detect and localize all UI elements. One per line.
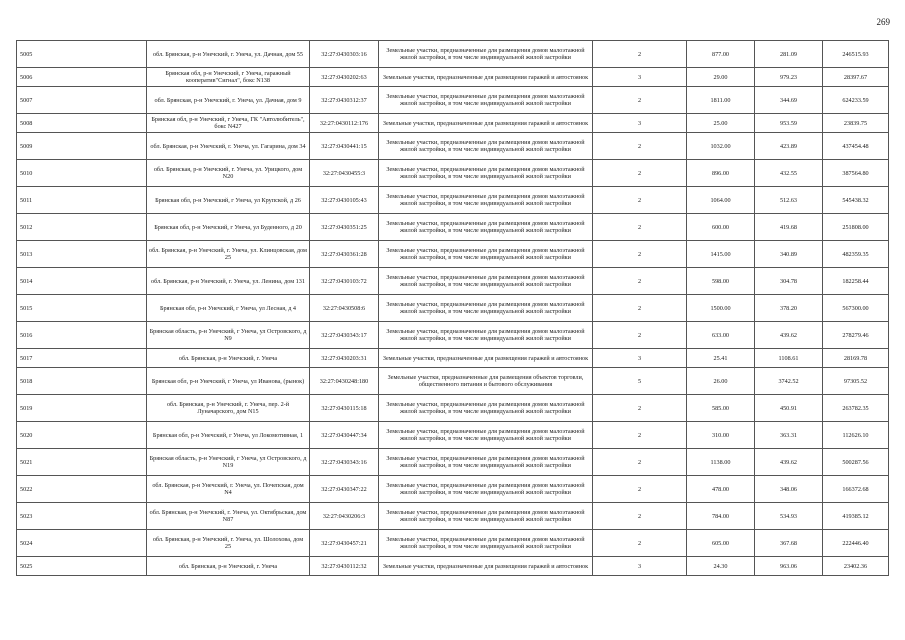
cadastral-value-cell: 482359.35: [823, 241, 889, 268]
cadastral-value-cell: 500287.56: [823, 449, 889, 476]
cadastral-value-cell: 28169.78: [823, 349, 889, 368]
row-number: 5009: [17, 133, 147, 160]
area-cell: 25.41: [687, 349, 755, 368]
cadastral-number-cell: 32:27:0430361:28: [310, 241, 379, 268]
address-cell: обл. Брянская, р-н Унечский, г. Унеча, ул. Гагарина, дом 34: [147, 133, 310, 160]
land-use-cell: Земельные участки, предназначенные для размещения домов малоэтажной жилой застройки, в том числе индивидуальной жилой застройки: [379, 133, 593, 160]
group-cell: 2: [593, 187, 687, 214]
cadastral-value-cell: 419385.12: [823, 503, 889, 530]
area-cell: 1500.00: [687, 295, 755, 322]
area-cell: 877.00: [687, 41, 755, 68]
table-row: [17, 87, 889, 114]
cadastral-number-cell: 32:27:0430105:43: [310, 187, 379, 214]
specific-value-cell: 367.68: [755, 530, 823, 557]
cadastral-number-cell: 32:27:0430202:63: [310, 68, 379, 87]
row-number: 5012: [17, 214, 147, 241]
cadastral-value-cell: 278279.46: [823, 322, 889, 349]
group-cell: 2: [593, 295, 687, 322]
cadastral-value-cell: 28397.67: [823, 68, 889, 87]
address-cell: Брянская обл, р-н Унечский, г Унеча, ул Буденного, д 20: [147, 214, 310, 241]
row-number: 5022: [17, 476, 147, 503]
row-number: 5021: [17, 449, 147, 476]
cadastral-number-cell: 32:27:0430312:37: [310, 87, 379, 114]
land-use-cell: Земельные участки, предназначенные для размещения домов малоэтажной жилой застройки, в том числе индивидуальной жилой застройки: [379, 214, 593, 241]
group-cell: 2: [593, 449, 687, 476]
address-cell: Брянская область, р-н Унечский, г Унеча, ул Островского, д N9: [147, 322, 310, 349]
table-row: [17, 187, 889, 214]
page-number: 269: [876, 17, 890, 27]
cadastral-number-cell: 32:27:0430112:176: [310, 114, 379, 133]
table-row: [17, 114, 889, 133]
table-row: [17, 449, 889, 476]
address-cell: Брянская область, р-н Унечский, г Унеча, ул Островского, д N19: [147, 449, 310, 476]
address-cell: Брянская обл, р-н Унечский, г Унеча, ГК "Автолюбитель", бокс N427: [147, 114, 310, 133]
specific-value-cell: 281.09: [755, 41, 823, 68]
cadastral-value-cell: 23839.75: [823, 114, 889, 133]
specific-value-cell: 512.63: [755, 187, 823, 214]
cadastral-value-cell: 246515.93: [823, 41, 889, 68]
cadastral-number-cell: 32:27:0430457:21: [310, 530, 379, 557]
area-cell: 1415.00: [687, 241, 755, 268]
specific-value-cell: 344.69: [755, 87, 823, 114]
cadastral-value-cell: 112626.10: [823, 422, 889, 449]
area-cell: 633.00: [687, 322, 755, 349]
address-cell: обл. Брянская, р-н Унечский, г. Унеча, ул. Почепская, дом N4: [147, 476, 310, 503]
group-cell: 2: [593, 422, 687, 449]
row-number: 5011: [17, 187, 147, 214]
cadastral-value-cell: 23402.36: [823, 557, 889, 576]
cadastral-value-table: [16, 40, 889, 576]
cadastral-number-cell: 32:27:0430206:3: [310, 503, 379, 530]
table-row: [17, 295, 889, 322]
specific-value-cell: 1108.61: [755, 349, 823, 368]
area-cell: 29.00: [687, 68, 755, 87]
address-cell: Брянская обл, р-н Унечский, г Унеча, гаражный кооператив"Сигнал", бокс N138: [147, 68, 310, 87]
cadastral-number-cell: 32:27:0430103:72: [310, 268, 379, 295]
group-cell: 2: [593, 41, 687, 68]
cadastral-number-cell: 32:27:0430351:25: [310, 214, 379, 241]
group-cell: 3: [593, 68, 687, 87]
table-row: [17, 557, 889, 576]
address-cell: Брянская обл, р-н Унечский, г Унеча, ул Иванова, (рынок): [147, 368, 310, 395]
group-cell: 2: [593, 395, 687, 422]
specific-value-cell: 423.89: [755, 133, 823, 160]
area-cell: 784.00: [687, 503, 755, 530]
specific-value-cell: 340.89: [755, 241, 823, 268]
address-cell: обл. Брянская, р-н Унечский, г. Унеча, ул. Октябрьская, дом N87: [147, 503, 310, 530]
address-cell: Брянская обл, р-н Унечский, г Унеча, ул Крупской, д 26: [147, 187, 310, 214]
area-cell: 1064.00: [687, 187, 755, 214]
land-use-cell: Земельные участки, предназначенные для размещения объектов торговли, общественного питания и бытового обслуживания: [379, 368, 593, 395]
group-cell: 2: [593, 503, 687, 530]
cadastral-number-cell: 32:27:0430343:17: [310, 322, 379, 349]
address-cell: обл. Брянская, р-н Унечский, г. Унеча, ул. Урицкого, дом N20: [147, 160, 310, 187]
address-cell: обл. Брянская, р-н Унечский, г. Унеча: [147, 349, 310, 368]
table-row: [17, 503, 889, 530]
cadastral-value-cell: 263782.35: [823, 395, 889, 422]
land-use-cell: Земельные участки, предназначенные для размещения гаражей и автостоянок: [379, 68, 593, 87]
address-cell: обл. Брянская, р-н Унечский, г. Унеча, ул. Шолохова, дом 25: [147, 530, 310, 557]
land-use-cell: Земельные участки, предназначенные для размещения домов малоэтажной жилой застройки, в том числе индивидуальной жилой застройки: [379, 530, 593, 557]
group-cell: 2: [593, 530, 687, 557]
area-cell: 310.00: [687, 422, 755, 449]
specific-value-cell: 963.06: [755, 557, 823, 576]
specific-value-cell: 450.91: [755, 395, 823, 422]
area-cell: 26.00: [687, 368, 755, 395]
cadastral-number-cell: 32:27:0430508:6: [310, 295, 379, 322]
cadastral-number-cell: 32:27:0430115:18: [310, 395, 379, 422]
specific-value-cell: 953.59: [755, 114, 823, 133]
address-cell: обл. Брянская, р-н Унечский, г. Унеча, пер. 2-й Луначарского, дом N15: [147, 395, 310, 422]
area-cell: 600.00: [687, 214, 755, 241]
row-number: 5007: [17, 87, 147, 114]
group-cell: 2: [593, 87, 687, 114]
group-cell: 2: [593, 268, 687, 295]
area-cell: 478.00: [687, 476, 755, 503]
row-number: 5017: [17, 349, 147, 368]
cadastral-value-cell: 97305.52: [823, 368, 889, 395]
table-row: [17, 530, 889, 557]
land-use-cell: Земельные участки, предназначенные для размещения домов малоэтажной жилой застройки, в том числе индивидуальной жилой застройки: [379, 295, 593, 322]
group-cell: 2: [593, 322, 687, 349]
address-cell: Брянская обл, р-н Унечский, г Унеча, ул Локомотивная, 1: [147, 422, 310, 449]
area-cell: 896.00: [687, 160, 755, 187]
row-number: 5020: [17, 422, 147, 449]
table-row: [17, 368, 889, 395]
address-cell: обл. Брянская, р-н Унечский, г. Унеча, ул. Дачная, дом 9: [147, 87, 310, 114]
group-cell: 3: [593, 557, 687, 576]
row-number: 5014: [17, 268, 147, 295]
specific-value-cell: 432.55: [755, 160, 823, 187]
land-use-cell: Земельные участки, предназначенные для размещения домов малоэтажной жилой застройки, в том числе индивидуальной жилой застройки: [379, 422, 593, 449]
land-use-cell: Земельные участки, предназначенные для размещения домов малоэтажной жилой застройки, в том числе индивидуальной жилой застройки: [379, 395, 593, 422]
table-row: [17, 322, 889, 349]
land-use-cell: Земельные участки, предназначенные для размещения домов малоэтажной жилой застройки, в том числе индивидуальной жилой застройки: [379, 503, 593, 530]
group-cell: 3: [593, 349, 687, 368]
table-row: [17, 160, 889, 187]
land-use-cell: Земельные участки, предназначенные для размещения домов малоэтажной жилой застройки, в том числе индивидуальной жилой застройки: [379, 322, 593, 349]
area-cell: 598.00: [687, 268, 755, 295]
table-row: [17, 476, 889, 503]
land-use-cell: Земельные участки, предназначенные для размещения домов малоэтажной жилой застройки, в том числе индивидуальной жилой застройки: [379, 87, 593, 114]
cadastral-value-cell: 437454.48: [823, 133, 889, 160]
area-cell: 605.00: [687, 530, 755, 557]
row-number: 5013: [17, 241, 147, 268]
table-row: [17, 241, 889, 268]
area-cell: 1138.00: [687, 449, 755, 476]
land-use-cell: Земельные участки, предназначенные для размещения домов малоэтажной жилой застройки, в том числе индивидуальной жилой застройки: [379, 41, 593, 68]
land-use-cell: Земельные участки, предназначенные для размещения домов малоэтажной жилой застройки, в том числе индивидуальной жилой застройки: [379, 160, 593, 187]
cadastral-number-cell: 32:27:0430112:32: [310, 557, 379, 576]
specific-value-cell: 439.62: [755, 322, 823, 349]
group-cell: 3: [593, 114, 687, 133]
table-body: [17, 41, 889, 576]
group-cell: 2: [593, 133, 687, 160]
cadastral-value-cell: 182258.44: [823, 268, 889, 295]
row-number: 5015: [17, 295, 147, 322]
address-cell: обл. Брянская, р-н Унечский, г. Унеча, ул. Дачная, дом 55: [147, 41, 310, 68]
specific-value-cell: 979.23: [755, 68, 823, 87]
area-cell: 585.00: [687, 395, 755, 422]
land-use-cell: Земельные участки, предназначенные для размещения гаражей и автостоянок: [379, 557, 593, 576]
group-cell: 2: [593, 476, 687, 503]
row-number: 5005: [17, 41, 147, 68]
group-cell: 2: [593, 214, 687, 241]
specific-value-cell: 439.62: [755, 449, 823, 476]
group-cell: 2: [593, 160, 687, 187]
land-use-cell: Земельные участки, предназначенные для размещения домов малоэтажной жилой застройки, в том числе индивидуальной жилой застройки: [379, 187, 593, 214]
specific-value-cell: 378.20: [755, 295, 823, 322]
table-row: [17, 422, 889, 449]
table-row: [17, 349, 889, 368]
table-row: [17, 214, 889, 241]
cadastral-number-cell: 32:27:0430455:3: [310, 160, 379, 187]
group-cell: 2: [593, 241, 687, 268]
cadastral-value-cell: 222446.40: [823, 530, 889, 557]
land-use-cell: Земельные участки, предназначенные для размещения гаражей и автостоянок: [379, 349, 593, 368]
row-number: 5019: [17, 395, 147, 422]
table-row: [17, 133, 889, 160]
row-number: 5008: [17, 114, 147, 133]
row-number: 5006: [17, 68, 147, 87]
row-number: 5024: [17, 530, 147, 557]
specific-value-cell: 534.93: [755, 503, 823, 530]
address-cell: обл. Брянская, р-н Унечский, г. Унеча, ул. Клинцовская, дом 25: [147, 241, 310, 268]
cadastral-number-cell: 32:27:0430248:180: [310, 368, 379, 395]
group-cell: 5: [593, 368, 687, 395]
specific-value-cell: 419.68: [755, 214, 823, 241]
row-number: 5025: [17, 557, 147, 576]
table-row: [17, 41, 889, 68]
cadastral-number-cell: 32:27:0430343:16: [310, 449, 379, 476]
cadastral-value-cell: 251808.00: [823, 214, 889, 241]
land-use-cell: Земельные участки, предназначенные для размещения домов малоэтажной жилой застройки, в том числе индивидуальной жилой застройки: [379, 241, 593, 268]
row-number: 5023: [17, 503, 147, 530]
cadastral-number-cell: 32:27:0430347:22: [310, 476, 379, 503]
cadastral-number-cell: 32:27:0430203:31: [310, 349, 379, 368]
area-cell: 1032.00: [687, 133, 755, 160]
cadastral-number-cell: 32:27:0430303:16: [310, 41, 379, 68]
cadastral-value-cell: 624233.59: [823, 87, 889, 114]
table-row: [17, 68, 889, 87]
specific-value-cell: 304.78: [755, 268, 823, 295]
specific-value-cell: 3742.52: [755, 368, 823, 395]
table-row: [17, 268, 889, 295]
table-row: [17, 395, 889, 422]
address-cell: обл. Брянская, р-н Унечский, г. Унеча: [147, 557, 310, 576]
cadastral-number-cell: 32:27:0430441:15: [310, 133, 379, 160]
land-use-cell: Земельные участки, предназначенные для размещения домов малоэтажной жилой застройки, в том числе индивидуальной жилой застройки: [379, 476, 593, 503]
cadastral-value-cell: 545438.32: [823, 187, 889, 214]
land-use-cell: Земельные участки, предназначенные для размещения домов малоэтажной жилой застройки, в том числе индивидуальной жилой застройки: [379, 268, 593, 295]
row-number: 5018: [17, 368, 147, 395]
address-cell: Брянская обл, р-н Унечский, г Унеча, ул Лесная, д 4: [147, 295, 310, 322]
row-number: 5016: [17, 322, 147, 349]
area-cell: 25.00: [687, 114, 755, 133]
specific-value-cell: 348.06: [755, 476, 823, 503]
cadastral-value-cell: 567300.00: [823, 295, 889, 322]
cadastral-value-cell: 387564.80: [823, 160, 889, 187]
area-cell: 24.30: [687, 557, 755, 576]
area-cell: 1811.00: [687, 87, 755, 114]
specific-value-cell: 363.31: [755, 422, 823, 449]
row-number: 5010: [17, 160, 147, 187]
cadastral-value-cell: 166372.68: [823, 476, 889, 503]
address-cell: обл. Брянская, р-н Унечский, г. Унеча, ул. Ленина, дом 131: [147, 268, 310, 295]
cadastral-number-cell: 32:27:0430447:34: [310, 422, 379, 449]
land-use-cell: Земельные участки, предназначенные для размещения гаражей и автостоянок: [379, 114, 593, 133]
land-use-cell: Земельные участки, предназначенные для размещения домов малоэтажной жилой застройки, в том числе индивидуальной жилой застройки: [379, 449, 593, 476]
